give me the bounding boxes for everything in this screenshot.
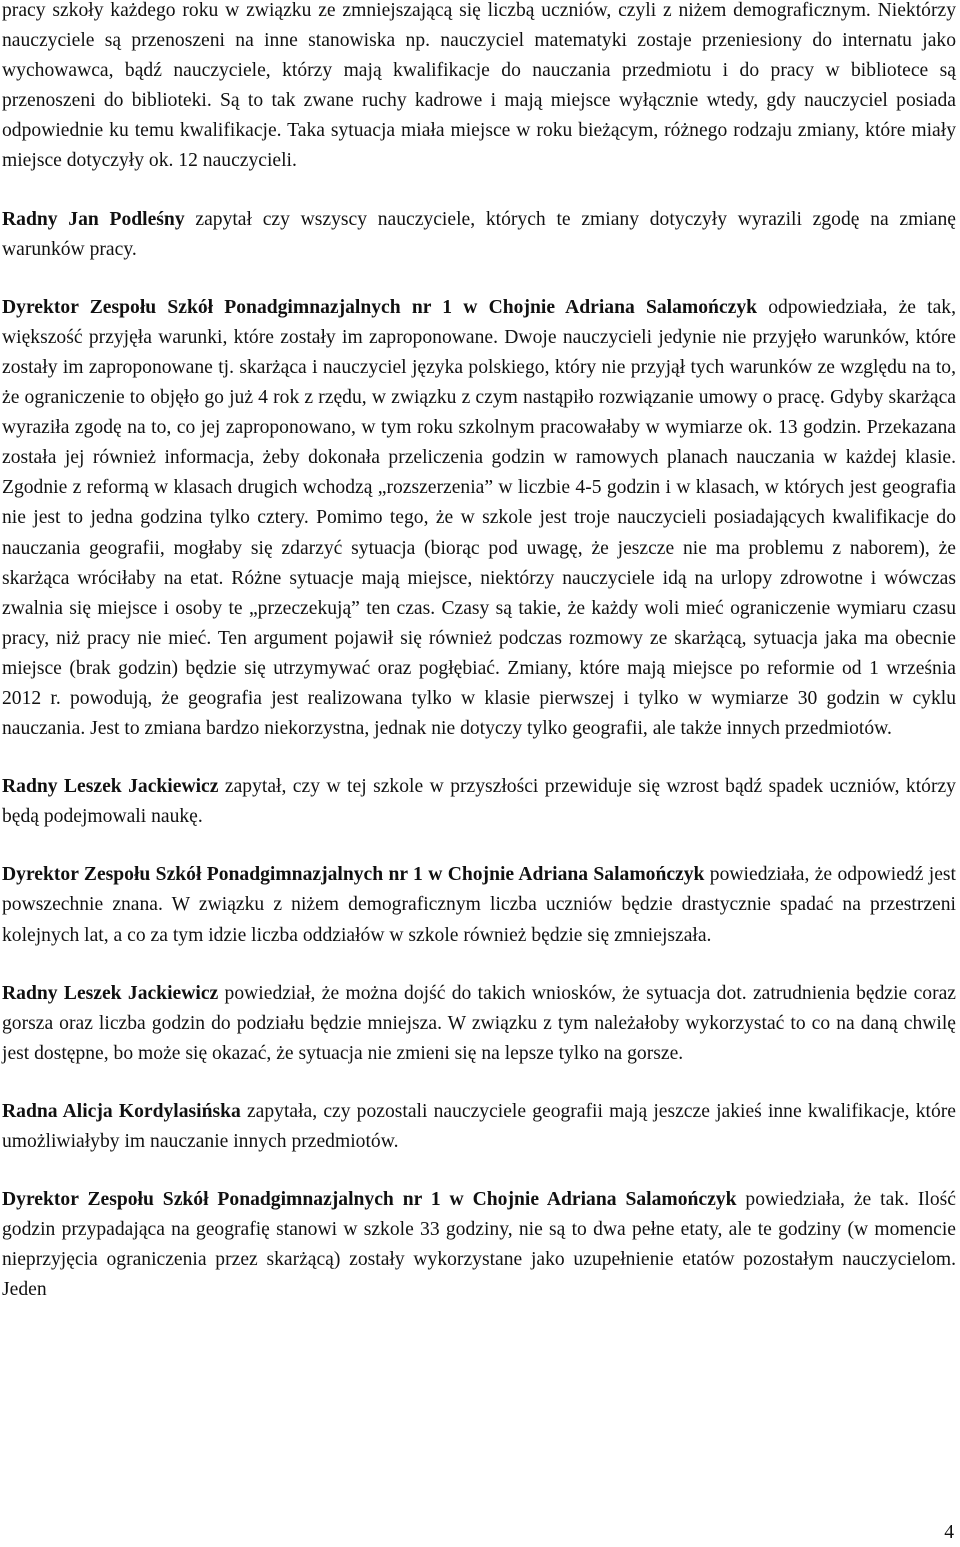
paragraph-3 bbox=[2, 293, 956, 744]
paragraph-4 bbox=[2, 772, 956, 832]
page-number: 4 bbox=[944, 1522, 954, 1543]
paragraph-text: zapytała, czy pozostali nauczyciele geografii mają jeszcze jakieś inne kwalifikacje, które umożliwiałyby im nauczanie innych przedmiotów. bbox=[2, 1100, 957, 1152]
speaker-name: Dyrektor Zespołu Szkół Ponadgimnazjalnych nr 1 w Chojnie Adriana Salamończyk bbox=[2, 864, 705, 886]
paragraph-text: odpowiedziała, że tak, większość przyjęła warunki, które zostały im zaproponowane. Dwoje nauczycieli jedynie nie przyjęło warunków, które zostały im zaproponowane tj. skarżąca i nauczyciel języka polskiego, który nie przyjął tych warunków ze względu na to, że ograniczenie to objęło go już 4 rok z rzędu, w związku z czym nastąpiło rozwiązanie umowy o pracę. Gdyby skarżąca wyraziła zgodę na to, co jej zaproponowano, w tym roku szkolnym pracowałaby w wymiarze ok. 13 godzin. Przekazana została jej również informacja, żeby dokonała przeliczenia godzin w ramowych planach nauczania w każdej klasie. Zgodnie z reformą w klasach drugich wchodzą „rozszerzenia” w liczbie 4-5 godzin i w klasach, w których jest geografia nie jest to jedna godzina tylko cztery. Pomimo tego, że w szkole jest troje nauczycieli posiadających kwalifikacje do nauczania geografii, mogłaby się zdarzyć sytuacja (biorąc pod uwagę, że jeszcze nie ma problemu z naborem), że skarżąca wróciłaby na etat. Różne sytuacje mają miejsce, niektórzy nauczyciele idą na urlopy zdrowotne i wówczas zwalnia się miejsce i osoby te „przeczekują” ten czas. Czasy są takie, że każdy woli mieć ograniczenie wymiaru czasu pracy, niż pracy nie mieć. Ten argument pojawił się również podczas rozmowy ze skarżącą, sytuacja jaka ma obecnie miejsce (brak godzin) będzie się utrzymywać oraz pogłębiać. Zmiany, które mają miejsce po reformie od 1 września 2012 r. powodują, że geografia jest realizowana tylko w klasie pierwszej i tylko w wymiarze 30 godzin w cyklu nauczania. Jest to zmiana bardzo niekorzystna, jednak nie dotyczy tylko geografii, ale także innych przedmiotów. bbox=[2, 296, 956, 740]
document-body bbox=[2, 0, 956, 1333]
paragraph-8 bbox=[2, 1185, 956, 1305]
speaker-name: Radny Leszek Jackiewicz bbox=[2, 776, 219, 798]
speaker-name: Dyrektor Zespołu Szkół Ponadgimnazjalnych nr 1 w Chojnie Adriana Salamończyk bbox=[2, 296, 758, 318]
speaker-name: Radna Alicja Kordylasińska bbox=[2, 1100, 241, 1122]
paragraph-6 bbox=[2, 979, 956, 1069]
paragraph-text: powiedział, że można dojść do takich wniosków, że sytuacja dot. zatrudnienia będzie coraz gorsza oraz liczba godzin do podziału będzie mniejsza. W związku z tym należałoby wykorzystać to co na daną chwilę jest dostępne, bo może się okazać, że sytuacja nie zmieni się na lepsze tylko na gorsze. bbox=[2, 982, 956, 1064]
paragraph-2 bbox=[2, 205, 956, 265]
paragraph-text: powiedziała, że odpowiedź jest powszechnie znana. W związku z niżem demograficznym liczba uczniów będzie drastycznie spadać na przestrzeni kolejnych lat, a co za tym idzie liczba oddziałów w szkole również będzie się zmniejszała. bbox=[2, 864, 956, 946]
paragraph-text: zapytał, czy w tej szkole w przyszłości przewiduje się wzrost bądź spadek uczniów, którzy będą podejmowali naukę. bbox=[2, 776, 956, 828]
paragraph-7 bbox=[2, 1097, 956, 1157]
paragraph-5 bbox=[2, 860, 956, 950]
speaker-name: Dyrektor Zespołu Szkół Ponadgimnazjalnych nr 1 w Chojnie Adriana Salamończyk bbox=[2, 1189, 737, 1211]
paragraph-1 bbox=[2, 0, 956, 177]
speaker-name: Radny Jan Podleśny bbox=[2, 208, 185, 230]
paragraph-text: powiedziała, że tak. Ilość godzin przypadająca na geografię stanowi w szkole 33 godziny, nie są to dwa pełne etaty, ale te godziny (w momencie nieprzyjęcia ograniczenia przez skarżącą) zostały wykorzystane jako uzupełnienie etatów pozostałym nauczycielom. Jeden bbox=[2, 1189, 956, 1301]
paragraph-text: pracy szkoły każdego roku w związku ze zmniejszającą się liczbą uczniów, czyli z niżem demograficznym. Niektórzy nauczyciele są przenoszeni na inne stanowiska np. nauczyciel matematyki zostaje przeniesiony do internatu jako wychowawca, bądź nauczyciele, którzy mają kwalifikacje do nauczania przedmiotu i do pracy w bibliotece są przenoszeni do biblioteki. Są to tak zwane ruchy kadrowe i mają miejsce wyłącznie wtedy, gdy nauczyciel posiada odpowiednie ku temu kwalifikacje. Taka sytuacja miała miejsce w roku bieżącym, różnego rodzaju zmiany, które miały miejsce dotyczyły ok. 12 nauczycieli. bbox=[2, 0, 956, 172]
paragraph-text: zapytał czy wszyscy nauczyciele, których te zmiany dotyczyły wyrazili zgodę na zmianę warunków pracy. bbox=[2, 208, 956, 260]
speaker-name: Radny Leszek Jackiewicz bbox=[2, 982, 219, 1004]
